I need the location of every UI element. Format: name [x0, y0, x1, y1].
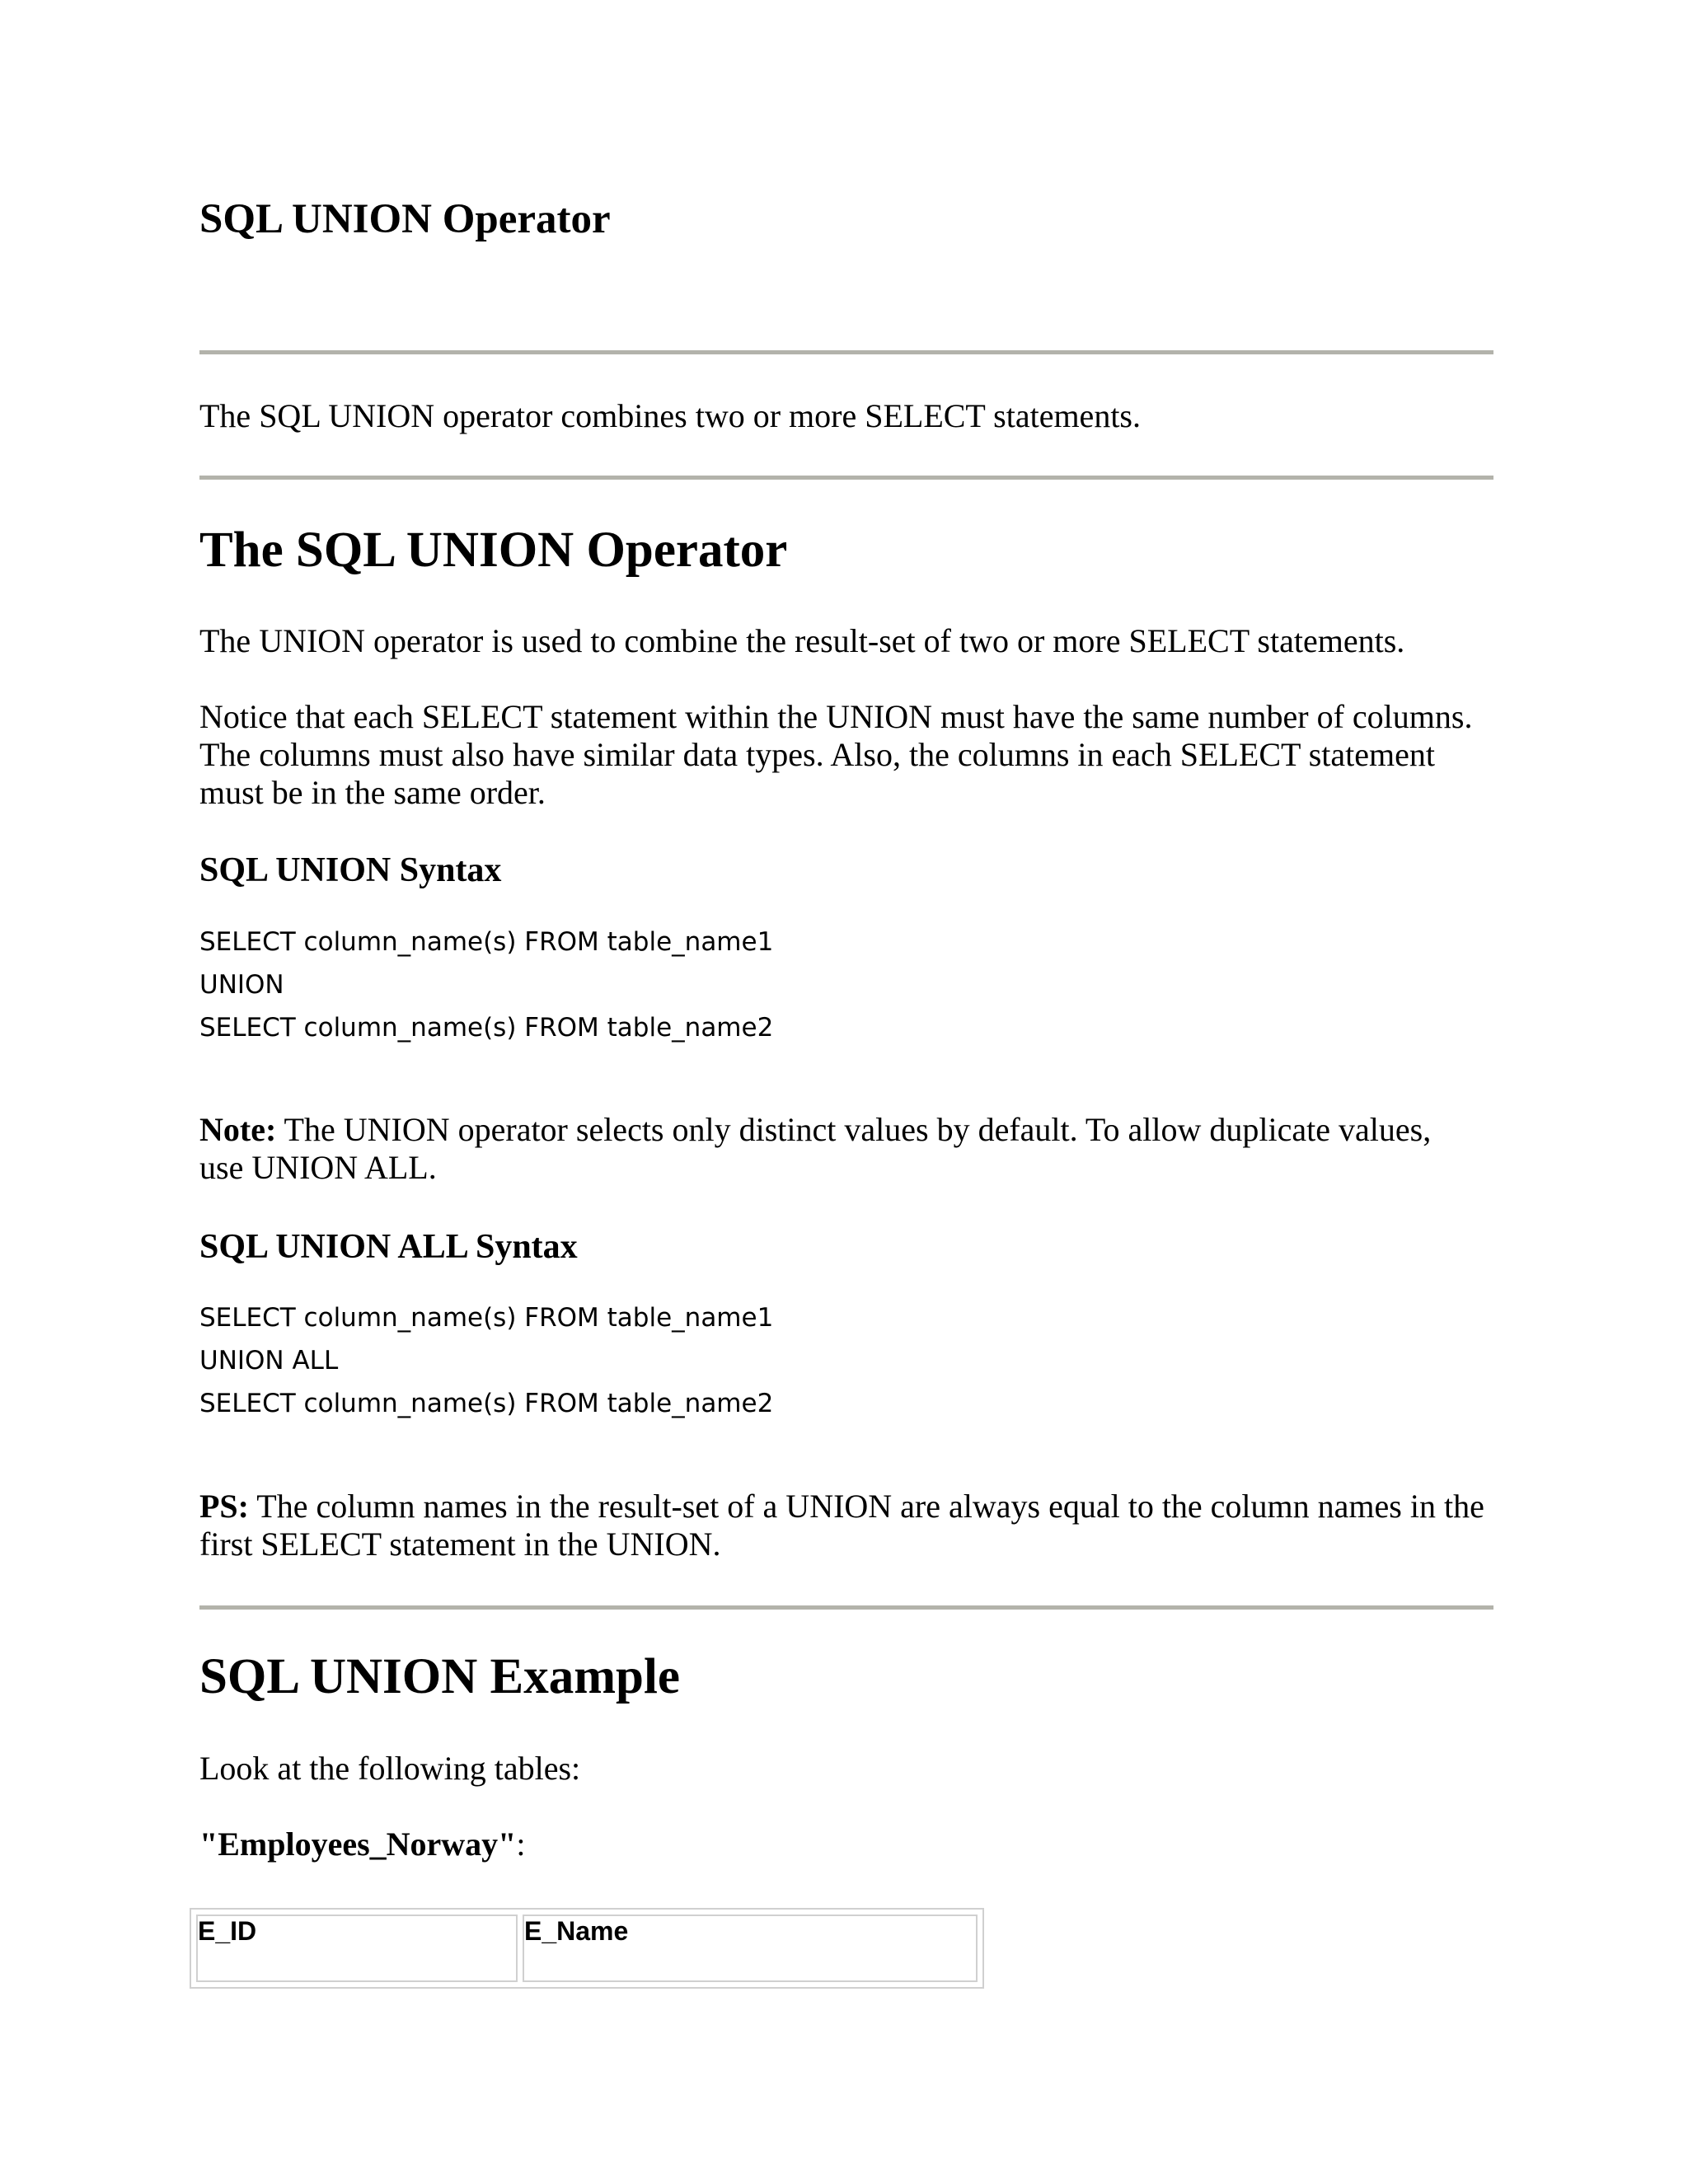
paragraph-line: Notice that each SELECT statement within the UNION must have the same number of columns. — [199, 698, 1473, 735]
code-line: SELECT column_name(s) FROM table_name2 — [199, 1013, 774, 1043]
note-text: The UNION operator selects only distinct values by default. To allow duplicate values, — [276, 1111, 1432, 1148]
section-heading-union-operator: The SQL UNION Operator — [199, 523, 788, 578]
ps-text: The column names in the result-set of a UNION are always equal to the column names in the — [249, 1488, 1484, 1525]
ps-paragraph — [199, 1488, 1484, 1563]
divider — [199, 1605, 1493, 1610]
paragraph-line: must be in the same order. — [199, 774, 546, 811]
code-line: SELECT column_name(s) FROM table_name2 — [199, 1389, 774, 1418]
code-line: SELECT column_name(s) FROM table_name1 — [199, 927, 774, 957]
syntax-heading: SQL UNION Syntax — [199, 851, 502, 889]
table-caption: "Employees_Norway": — [199, 1825, 526, 1863]
code-line: UNION ALL — [199, 1346, 339, 1376]
paragraph-line: The columns must also have similar data types. Also, the columns in each SELECT statement — [199, 736, 1435, 773]
code-block-union — [199, 921, 773, 1049]
table-name: "Employees_Norway" — [199, 1825, 517, 1863]
paragraph — [199, 698, 1472, 812]
note-paragraph — [199, 1111, 1431, 1187]
syntax-all-heading: SQL UNION ALL Syntax — [199, 1228, 578, 1266]
note-label: Note: — [199, 1111, 277, 1148]
column-header-e-id: E_ID — [196, 1915, 518, 1982]
ps-label: PS: — [199, 1488, 249, 1525]
paragraph: Look at the following tables: — [199, 1750, 581, 1787]
note-text: use UNION ALL. — [199, 1149, 437, 1186]
intro-text: The SQL UNION operator combines two or more SELECT statements. — [199, 397, 1141, 434]
table-header-row — [196, 1915, 978, 1982]
code-line: UNION — [199, 970, 284, 1000]
code-block-union-all — [199, 1296, 773, 1425]
page-title: SQL UNION Operator — [199, 196, 611, 242]
employees-norway-table — [190, 1908, 984, 1989]
ps-text: first SELECT statement in the UNION. — [199, 1526, 721, 1563]
column-header-e-name: E_Name — [523, 1915, 978, 1982]
paragraph: The UNION operator is used to combine the result-set of two or more SELECT statements. — [199, 622, 1405, 659]
divider — [199, 476, 1493, 480]
section-heading-union-example: SQL UNION Example — [199, 1649, 680, 1704]
code-line: SELECT column_name(s) FROM table_name1 — [199, 1303, 774, 1333]
divider — [199, 350, 1493, 354]
